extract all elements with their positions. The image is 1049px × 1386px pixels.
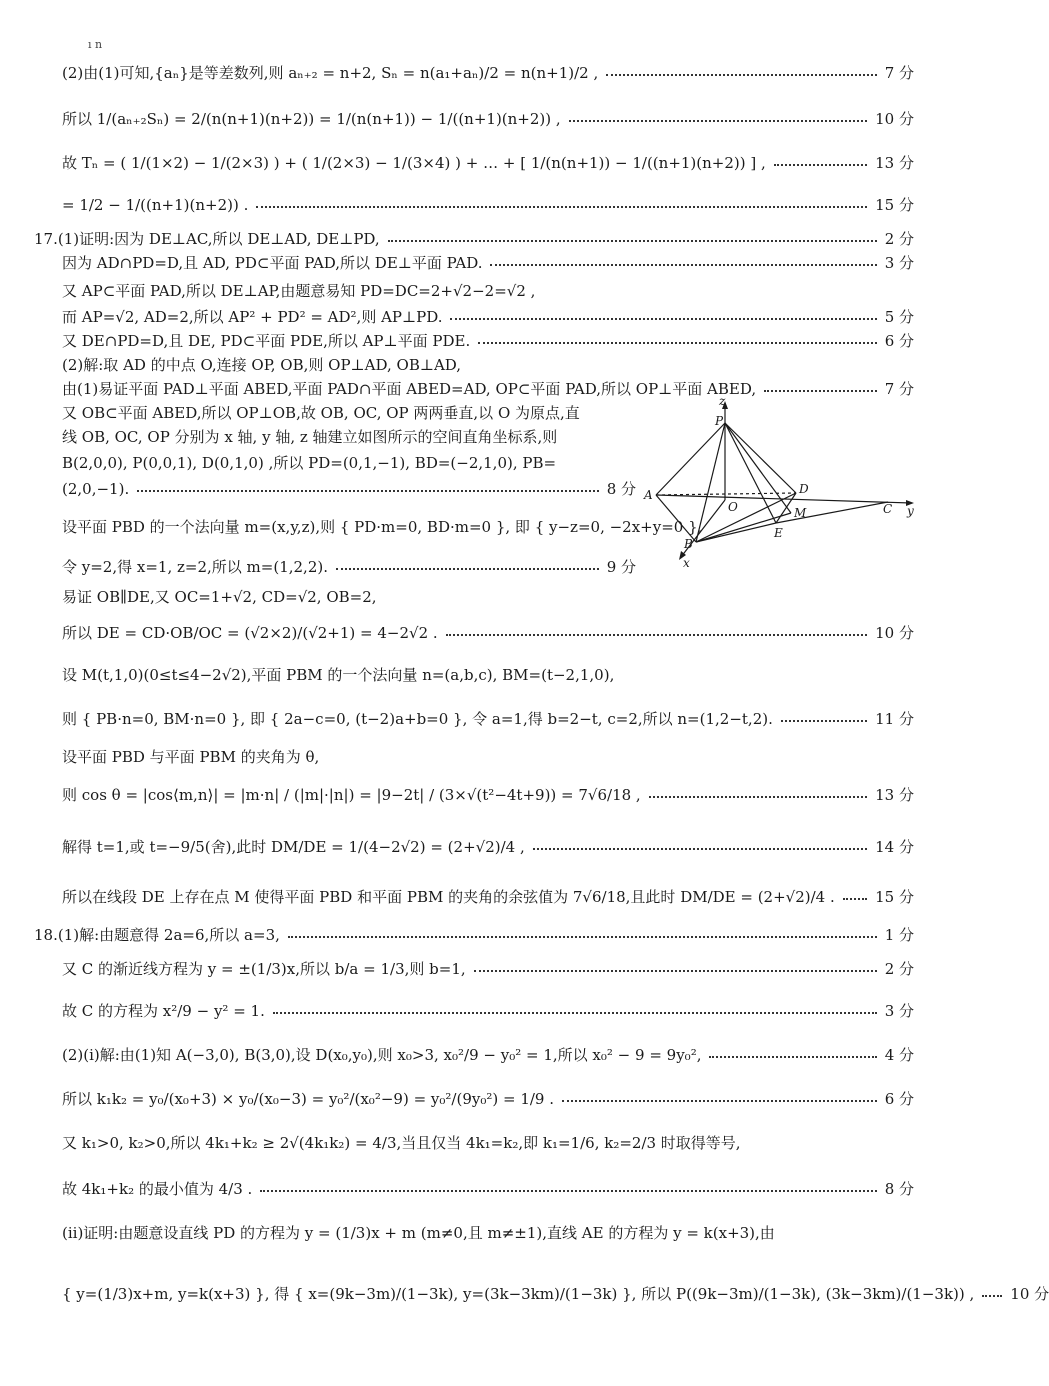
dot-leader [474,970,877,972]
solution-line [62,330,914,351]
dot-leader [533,848,867,850]
score-label: 10 分 [1010,1285,1049,1303]
coordinate-figure [636,395,926,580]
solution-line [62,556,636,577]
line-text: 所以 DE = CD·OB/OC = (√2×2)/(√2+1) = 4−2√2 . [62,624,438,642]
solution-line [62,478,636,499]
score-label: 6 分 [884,1090,914,1108]
score-label: 5 分 [884,308,914,326]
solution-line [62,958,914,979]
line-text: 令 y=2,得 x=1, z=2,所以 m=(1,2,2). [62,558,328,576]
score-label: 3 分 [884,1002,914,1020]
line-text: 因为 AD∩PD=D,且 AD, PD⊂平面 PAD,所以 DE⊥平面 PAD. [62,254,483,272]
solution-line [62,62,914,83]
solution-line: 又 AP⊂平面 PAD,所以 DE⊥AP,由题意易知 PD=DC=2+√2−2=√2 , [62,282,536,300]
dot-leader [490,264,876,266]
solution-line: 易证 OB∥DE,又 OC=1+√2, CD=√2, OB=2, [62,588,377,606]
solution-line [62,1178,914,1199]
dot-leader [450,318,876,320]
solution-line [62,252,914,273]
dot-leader [774,164,867,166]
solution-line [62,194,914,215]
dot-leader [781,720,867,722]
top-fragment: ı n [88,38,103,51]
dot-leader [478,342,876,344]
solution-line [62,708,914,729]
score-label: 7 分 [884,380,914,398]
dot-leader [982,1295,1002,1297]
line-text: (2)(ⅰ)解:由(1)知 A(−3,0), B(3,0),设 D(x₀,y₀),则 x₀>3, x₀²/9 − y₀² = 1,所以 x₀² − 9 = 9y₀², [62,1046,702,1064]
line-text: 故 4k₁+k₂ 的最小值为 4/3 . [62,1180,253,1198]
solution-line [62,1044,914,1065]
solution-line [34,924,914,945]
dot-leader [256,206,867,208]
line-text: 解得 t=1,或 t=−9/5(舍),此时 DM/DE = 1/(4−2√2) = (2+√2)/4 , [62,838,525,856]
label-B: B [684,537,693,551]
score-label: 2 分 [884,960,914,978]
dot-leader [562,1100,877,1102]
line-text: (2)由(1)可知,{aₙ}是等差数列,则 aₙ₊₂ = n+2, Sₙ = n(a₁+aₙ)/2 = n(n+1)/2 , [62,64,599,82]
solution-line: (ⅱ)证明:由题意设直线 PD 的方程为 y = (1/3)x + m (m≠0,且 m≠±1),直线 AE 的方程为 y = k(x+3),由 [62,1224,775,1242]
line-text: 故 C 的方程为 x²/9 − y² = 1. [62,1002,265,1020]
score-label: 15 分 [875,196,914,214]
solution-line [62,306,914,327]
line-text: 则 cos θ = |cos⟨m,n⟩| = |m·n| / (|m|·|n|) = |9−2t| / (3×√(t²−4t+9)) = 7√6/18 , [62,786,641,804]
dot-leader [336,568,599,570]
line-text: 由(1)易证平面 PAD⊥平面 ABED,平面 PAD∩平面 ABED=AD, OP⊂平面 PAD,所以 OP⊥平面 ABED, [62,380,757,398]
solution-line [62,108,914,129]
score-label: 10 分 [875,624,914,642]
line-text: 则 { PB·n=0, BM·n=0 }, 即 { 2a−c=0, (t−2)a+b=0 }, 令 a=1,得 b=2−t, c=2,所以 n=(1,2−t,2). [62,710,773,728]
score-label: 14 分 [875,838,914,856]
solution-line: B(2,0,0), P(0,0,1), D(0,1,0) ,所以 PD=(0,1,−1), BD=(−2,1,0), PB= [62,454,557,472]
solution-line: 设平面 PBD 的一个法向量 m=(x,y,z),则 { PD·m=0, BD·m=0 }, 即 { y−z=0, −2x+y=0 }, [62,518,703,536]
score-label: 1 分 [884,926,914,944]
line-text: 所以 k₁k₂ = y₀/(x₀+3) × y₀/(x₀−3) = y₀²/(x₀²−9) = y₀²/(9y₀²) = 1/9 . [62,1090,554,1108]
label-M: M [794,506,807,520]
line-text: 而 AP=√2, AD=2,所以 AP² + PD² = AD²,则 AP⊥PD. [62,308,443,326]
score-label: 15 分 [875,888,914,906]
label-E: E [774,526,783,540]
solution-line [62,886,914,907]
label-C: C [883,502,893,516]
dot-leader [288,936,877,938]
solution-line: (2)解:取 AD 的中点 O,连接 OP, OB,则 OP⊥AD, OB⊥AD, [62,356,462,374]
solution-line [62,622,914,643]
score-label: 2 分 [884,230,914,248]
solution-line: 设平面 PBD 与平面 PBM 的夹角为 θ, [62,748,320,766]
dot-leader [843,898,867,900]
dot-leader [649,796,867,798]
solution-line: 线 OB, OC, OP 分别为 x 轴, y 轴, z 轴建立如图所示的空间直角坐标系,则 [62,428,558,446]
score-label: 8 分 [606,480,636,498]
dot-leader [764,390,877,392]
score-label: 4 分 [884,1046,914,1064]
solution-line [62,1283,1049,1304]
label-z: z [719,394,726,408]
solution-line [62,152,914,173]
solution-line: 设 M(t,1,0)(0≤t≤4−2√2),平面 PBM 的一个法向量 n=(a,b,c), BM=(t−2,1,0), [62,666,615,684]
score-label: 10 分 [875,110,914,128]
label-O: O [728,500,738,514]
solution-line [62,1088,914,1109]
score-label: 8 分 [884,1180,914,1198]
solution-line [62,784,914,805]
score-label: 11 分 [875,710,914,728]
label-x: x [683,556,690,570]
label-P: P [715,414,724,428]
solution-line: 又 k₁>0, k₂>0,所以 4k₁+k₂ ≥ 2√(4k₁k₂) = 4/3,当且仅当 4k₁=k₂,即 k₁=1/6, k₂=2/3 时取得等号, [62,1134,741,1152]
line-text: { y=(1/3)x+m, y=k(x+3) }, 得 { x=(9k−3m)/(1−3k), y=(3k−3km)/(1−3k) }, 所以 P((9k−3m)/(1−3k), (3k−3km)/(1−3k)) , [62,1285,975,1303]
score-label: 3 分 [884,254,914,272]
line-text: 又 C 的渐近线方程为 y = ±(1/3)x,所以 b/a = 1/3,则 b=1, [62,960,466,978]
score-label: 6 分 [884,332,914,350]
label-A: A [644,488,653,502]
line-text: 18.(1)解:由题意得 2a=6,所以 a=3, [34,926,280,944]
dot-leader [569,120,867,122]
solution-line [34,228,914,249]
line-text: 17.(1)证明:因为 DE⊥AC,所以 DE⊥AD, DE⊥PD, [34,230,380,248]
dot-leader [260,1190,876,1192]
score-label: 13 分 [875,154,914,172]
score-label: 13 分 [875,786,914,804]
score-label: 7 分 [884,64,914,82]
score-label: 9 分 [606,558,636,576]
dot-leader [709,1056,876,1058]
dot-leader [446,634,867,636]
solution-line [62,836,914,857]
line-text: (2,0,−1). [62,479,130,498]
solution-line: 又 OB⊂平面 ABED,所以 OP⊥OB,故 OB, OC, OP 两两垂直,以 O 为原点,直 [62,404,580,422]
dot-leader [388,240,877,242]
line-text: 故 Tₙ = ( 1/(1×2) − 1/(2×3) ) + ( 1/(2×3) − 1/(3×4) ) + … + [ 1/(n(n+1)) − 1/((n+1)(n+2)) ] , [62,154,766,172]
solution-line [62,1000,914,1021]
line-text: = 1/2 − 1/((n+1)(n+2)) . [62,195,249,214]
line-text: 所以 1/(aₙ₊₂Sₙ) = 2/(n(n+1)(n+2)) = 1/(n(n+1)) − 1/((n+1)(n+2)) , [62,110,561,128]
dot-leader [273,1012,877,1014]
label-y: y [907,504,914,518]
line-text: 又 DE∩PD=D,且 DE, PD⊂平面 PDE,所以 AP⊥平面 PDE. [62,332,471,350]
line-text: 所以在线段 DE 上存在点 M 使得平面 PBD 和平面 PBM 的夹角的余弦值为 7√6/18,且此时 DM/DE = (2+√2)/4 . [62,888,835,906]
dot-leader [137,490,598,492]
label-D: D [799,482,809,496]
dot-leader [606,74,876,76]
